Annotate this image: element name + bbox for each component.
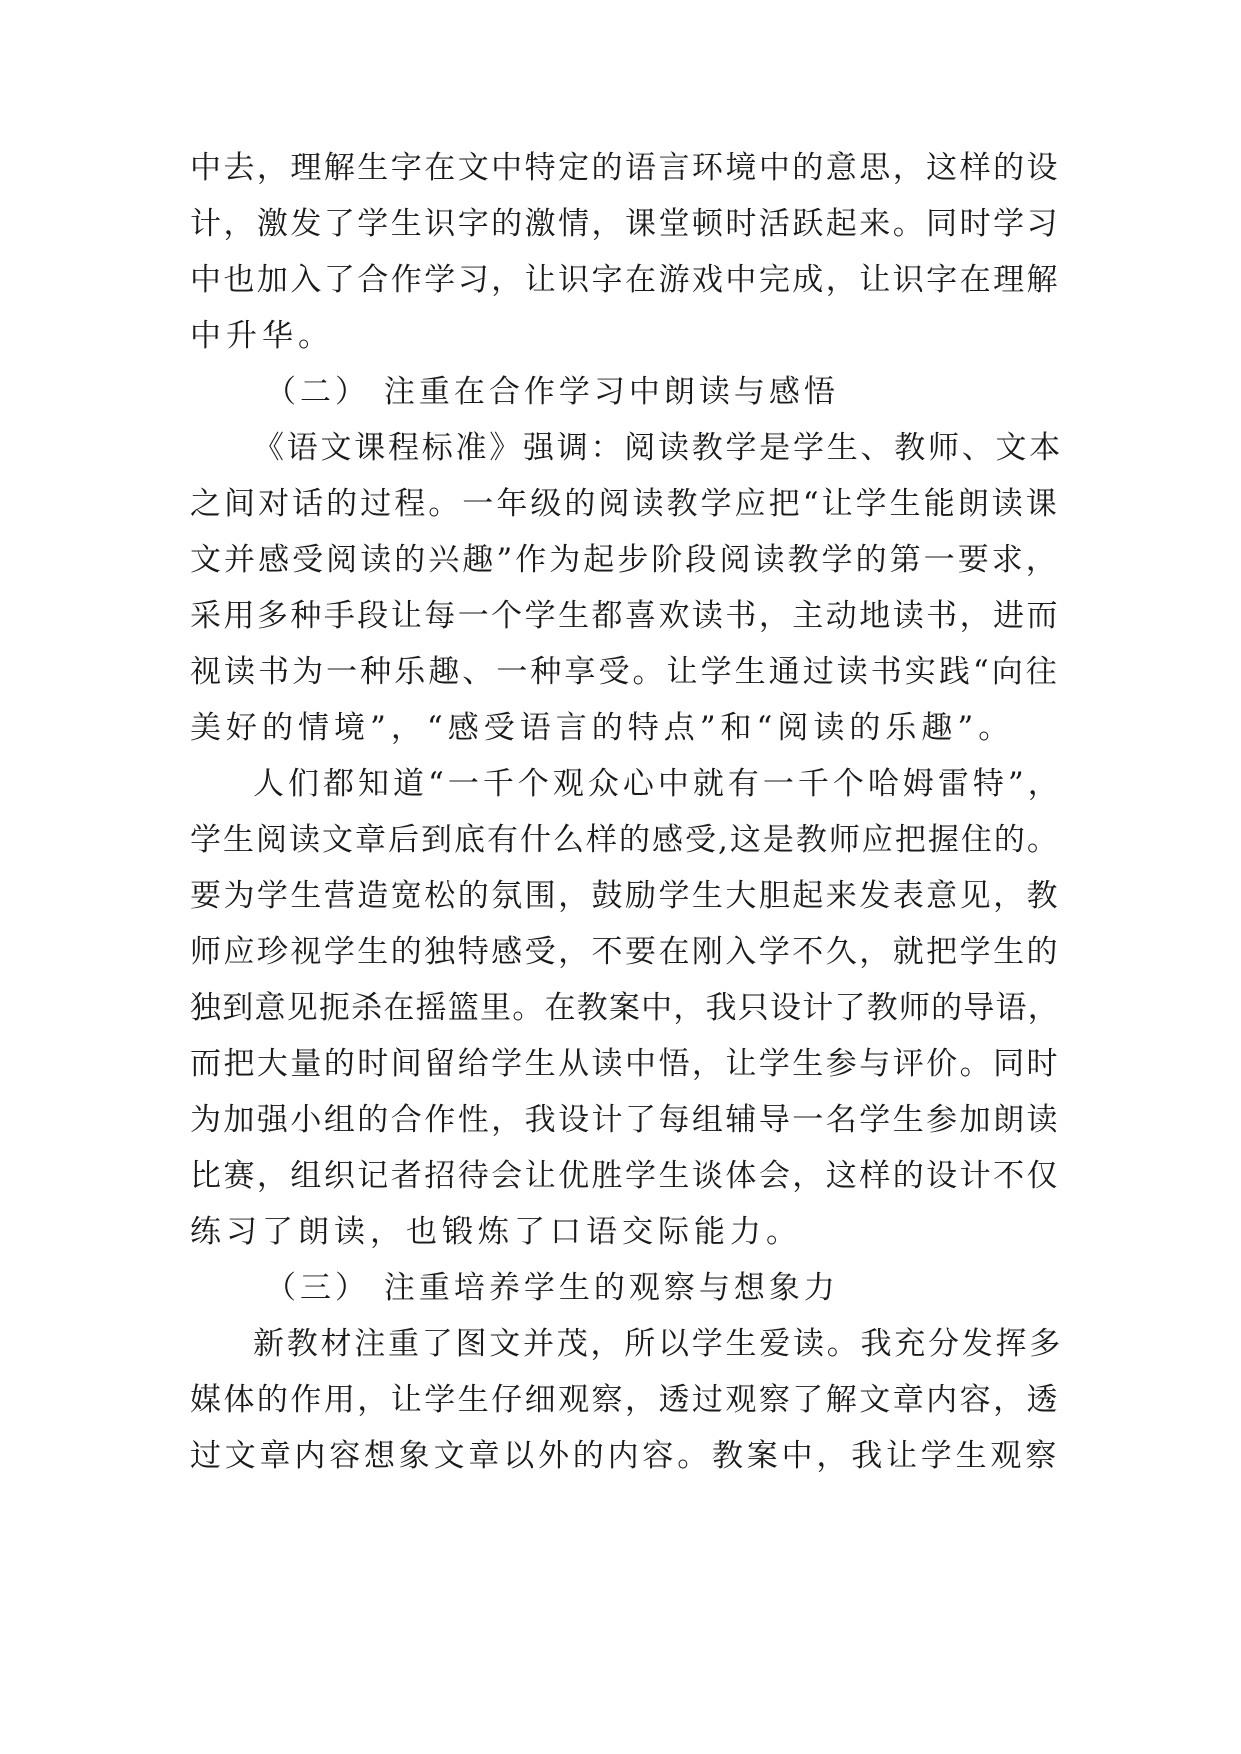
paragraph-line: 中去，理解生字在文中特定的语言环境中的意思，这样的设 [190,150,1060,186]
paragraph-first-line: 《语文课程标准》强调：阅读教学是学生、教师、文本 [253,430,1063,466]
paragraph-line: 而把大量的时间留给学生从读中悟，让学生参与评价。同时 [190,1046,1060,1082]
paragraph-line: 为加强小组的合作性，我设计了每组辅导一名学生参加朗读 [190,1102,1060,1138]
paragraph-line: 要为学生营造宽松的氛围，鼓励学生大胆起来发表意见，教 [190,878,1060,914]
paragraph-line: 文并感受阅读的兴趣”作为起步阶段阅读教学的第一要求， [190,542,1060,578]
paragraph-line: 媒体的作用，让学生仔细观察，透过观察了解文章内容，透 [190,1382,1060,1418]
paragraph-line: 视读书为一种乐趣、一种享受。让学生通过读书实践“向往 [190,654,1060,690]
paragraph-line: 中升华。 [190,318,334,354]
paragraph-line: 独到意见扼杀在摇篮里。在教案中，我只设计了教师的导语， [190,990,1060,1026]
paragraph-first-line: 新教材注重了图文并茂，所以学生爱读。我充分发挥多 [253,1326,1063,1362]
paragraph-line: 采用多种手段让每一个学生都喜欢读书，主动地读书，进而 [190,598,1060,634]
paragraph-line: 美好的情境”，“感受语言的特点”和“阅读的乐趣”。 [190,710,1015,746]
section-heading: （三） 注重培养学生的观察与想象力 [265,1270,839,1306]
paragraph-line: 过文章内容想象文章以外的内容。教案中，我让学生观察 [190,1438,1060,1474]
paragraph-line: 学生阅读文章后到底有什么样的感受,这是教师应把握住的。 [190,822,1060,858]
paragraph-line: 计，激发了学生识字的激情，课堂顿时活跃起来。同时学习 [190,206,1060,242]
paragraph-line: 之间对话的过程。一年级的阅读教学应把“让学生能朗读课 [190,486,1060,522]
paragraph-line: 师应珍视学生的独特感受，不要在刚入学不久，就把学生的 [190,934,1060,970]
paragraph-first-line: 人们都知道“一千个观众心中就有一千个哈姆雷特”， [253,766,1063,802]
paragraph-line: 练习了朗读，也锻炼了口语交际能力。 [190,1214,802,1250]
paragraph-line: 比赛，组织记者招待会让优胜学生谈体会，这样的设计不仅 [190,1158,1060,1194]
paragraph-line: 中也加入了合作学习，让识字在游戏中完成，让识字在理解 [190,262,1060,298]
section-heading: （二） 注重在合作学习中朗读与感悟 [265,374,839,410]
